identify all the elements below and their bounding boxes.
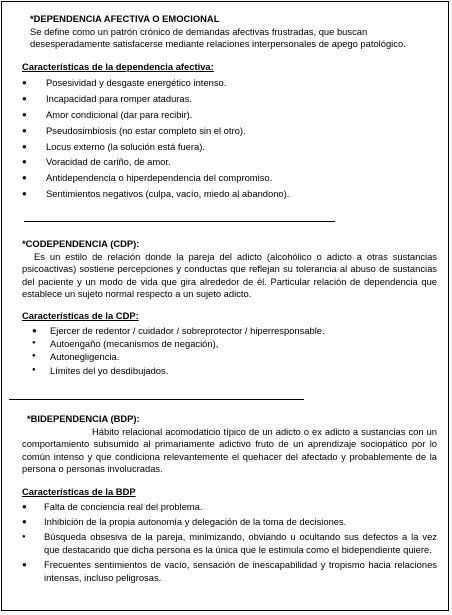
characteristics-heading: Características de la CDP:: [22, 309, 139, 321]
list-item: ● Posesividad y desgaste energético intenso.: [22, 75, 438, 91]
bullet-icon: ●: [32, 366, 36, 373]
bullet-icon: ●: [22, 501, 27, 511]
bullet-icon: ●: [22, 78, 27, 88]
section-description: Hábito relacional acomodaticio típico de un adicto o ex adicto a sustancias con un comportamiento subsumido al primariamente adictivo fruto de un aprendizaje sociopático por lo común intenso y que condiciona relevantemente el quehacer del afectado y probablemente de la persona o personas involucradas.: [22, 425, 437, 475]
bullet-icon: ●: [32, 339, 36, 346]
section-dependencia-afectiva: [22, 13, 438, 202]
characteristics-heading: Características de la BDP: [22, 485, 136, 497]
list-item: ● Amor condicional (dar para recibir).: [22, 107, 438, 123]
section-divider: [9, 399, 304, 400]
characteristics-list: [22, 75, 438, 201]
section-description: Se define como un patrón crónico de demandas afectivas frustradas, que buscan desesperadamente satisfacerse mediante relaciones interpersonales de apego patológico.: [30, 25, 406, 50]
list-item: ● Sentimientos negativos (culpa, vacío, miedo al abandono).: [22, 186, 438, 202]
list-item: ● Autoengaño (mecanismos de negación),: [32, 337, 219, 349]
bullet-icon: ●: [22, 173, 27, 183]
characteristics-heading: Características de la dependencia afectiva:: [22, 60, 214, 72]
list-item: ● Límites del yo desdibujados.: [32, 364, 169, 376]
bullet-icon: ●: [22, 188, 27, 198]
section-title: *BIDEPENDENCIA (BDP):: [27, 413, 140, 424]
document-page: [1, 1, 449, 611]
section-codependencia: [22, 238, 437, 377]
bullet-icon: ●: [22, 157, 27, 167]
section-title: *DEPENDENCIA AFECTIVA O EMOCIONAL: [30, 13, 220, 24]
list-item: ● Antidependencia o hiperdependencia del compromiso.: [22, 170, 438, 186]
list-item: ● Autonegligencia.: [32, 351, 120, 363]
list-item: ● Inhibición de la propia autonomía y delegación de la toma de decisiones.: [22, 515, 347, 527]
list-item: ● Incapacidad para romper ataduras.: [22, 91, 438, 107]
list-item: ● Voracidad de cariño, de amor.: [22, 154, 438, 170]
list-item: ● Frecuentes sentimientos de vacío, sensación de inescapabilidad y tropismo hacia relaciones intensas, incluso peligrosas.: [22, 559, 437, 583]
characteristics-list: [22, 501, 437, 584]
bullet-icon: ●: [22, 560, 27, 570]
section-description: Es un estilo de relación donde la pareja del adicto (alcohólico o adicto a otras sustancias psicoactivas) sostiene percepciones y conductas que reflejan su tolerancia al abuso de sustancias del paciente y un modo de vida que gira alrededor de él. Particular relación de dependencia que establece un sujeto normal respecto a un sujeto adicto.: [22, 250, 437, 300]
list-item: ● Ejercer de redentor / cuidador / sobreprotector / hiperresponsable.: [32, 324, 325, 336]
bullet-icon: ●: [22, 109, 27, 119]
bullet-icon: ●: [32, 353, 36, 360]
section-divider: [24, 221, 335, 222]
list-item: ● Búsqueda obsesiva de la pareja, minimizando, obviando u ocultando sus defectos a la vez que destacando que dicha persona es la única que le estimula como el bidependiente quiere.: [22, 531, 437, 555]
bullet-icon: ●: [32, 325, 37, 335]
bullet-icon: ●: [22, 141, 27, 151]
characteristics-list: [22, 324, 437, 378]
list-item: ● Pseudosimbiosis (no estar completo sin el otro).: [22, 123, 438, 139]
bullet-icon: ●: [22, 94, 27, 104]
bullet-icon: ●: [22, 516, 27, 526]
list-item: ● Locus externo (la solución está fuera).: [22, 139, 438, 155]
list-item: ● Falta de conciencia real del problema.: [22, 500, 203, 512]
bullet-icon: ●: [22, 125, 27, 135]
section-title: *CODEPENDENCIA (CDP):: [22, 238, 140, 249]
section-bidependencia: [22, 413, 437, 584]
bullet-icon: ●: [22, 534, 26, 541]
